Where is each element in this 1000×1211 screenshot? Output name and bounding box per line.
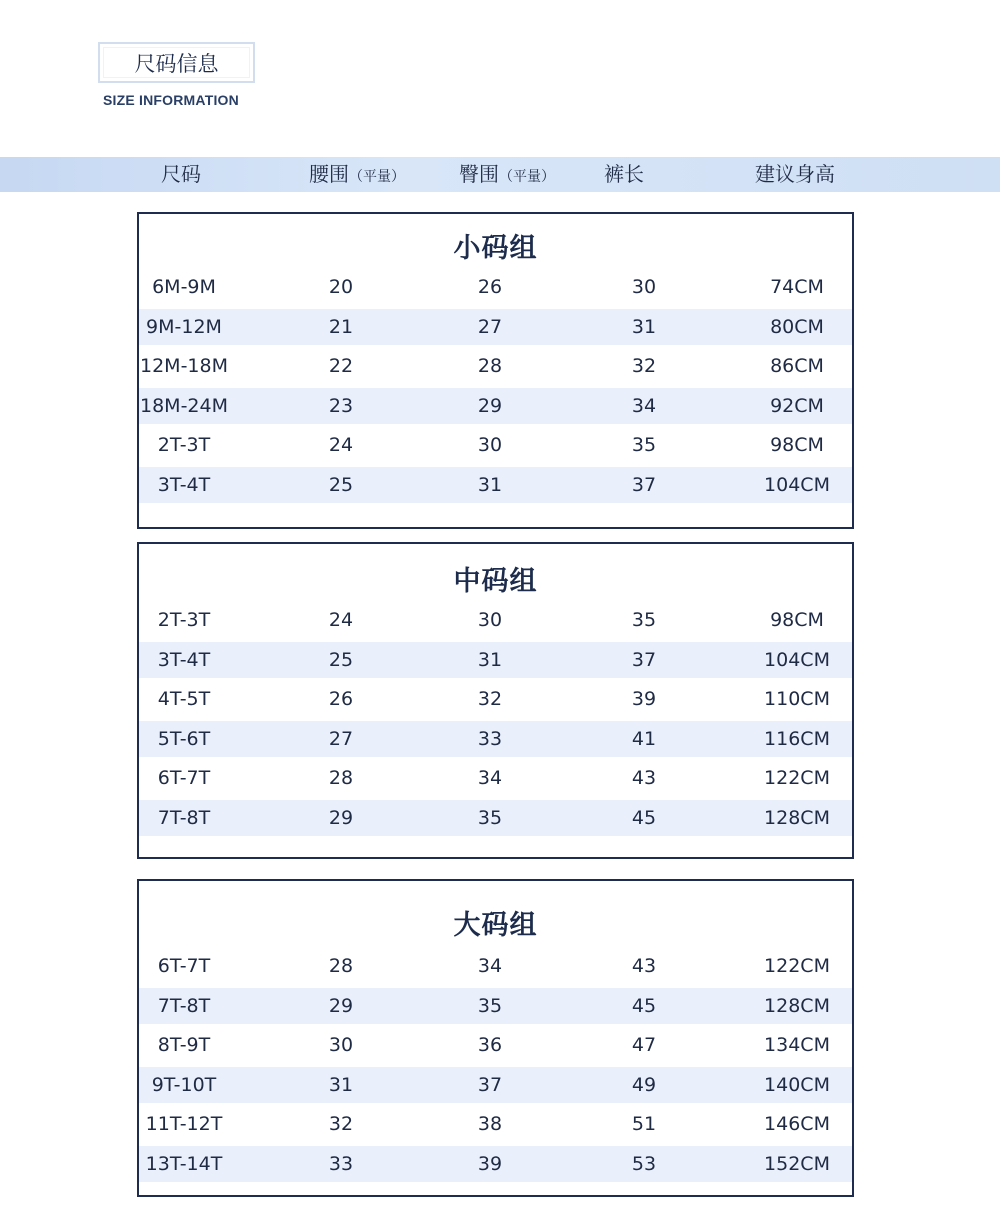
size-group-small bbox=[137, 212, 854, 529]
cell-size: 8T-9T bbox=[157, 1034, 211, 1056]
cell-height: 128CM bbox=[764, 995, 830, 1017]
header-hip-label: 臀围 bbox=[459, 162, 499, 186]
cell-hip: 33 bbox=[477, 728, 503, 750]
cell-size: 9M-12M bbox=[146, 316, 222, 338]
cell-hip: 39 bbox=[477, 1153, 503, 1175]
table-row bbox=[139, 1067, 852, 1103]
cell-size: 3T-4T bbox=[157, 649, 211, 671]
cell-height: 104CM bbox=[764, 649, 830, 671]
table-row bbox=[139, 602, 852, 638]
cell-hip: 29 bbox=[477, 395, 503, 417]
cell-height: 92CM bbox=[770, 395, 824, 417]
cell-waist: 27 bbox=[328, 728, 354, 750]
cell-hip: 30 bbox=[477, 609, 503, 631]
cell-height: 122CM bbox=[764, 955, 830, 977]
cell-hip: 35 bbox=[477, 995, 503, 1017]
cell-size: 6T-7T bbox=[157, 955, 211, 977]
cell-waist: 24 bbox=[328, 434, 354, 456]
cell-hip: 37 bbox=[477, 1074, 503, 1096]
cell-waist: 33 bbox=[328, 1153, 354, 1175]
group-title: 大码组 bbox=[453, 910, 538, 941]
cell-waist: 20 bbox=[328, 276, 354, 298]
cell-height: 80CM bbox=[770, 316, 824, 338]
cell-waist: 30 bbox=[328, 1034, 354, 1056]
header-waist-label: 腰围 bbox=[309, 162, 349, 186]
cell-hip: 26 bbox=[477, 276, 503, 298]
table-row bbox=[139, 348, 852, 384]
table-row bbox=[139, 467, 852, 503]
cell-waist: 32 bbox=[328, 1113, 354, 1135]
cell-size: 12M-18M bbox=[140, 355, 228, 377]
cell-length: 51 bbox=[631, 1113, 657, 1135]
table-row bbox=[139, 800, 852, 836]
cell-size: 6T-7T bbox=[157, 767, 211, 789]
cell-size: 2T-3T bbox=[157, 434, 211, 456]
cell-length: 32 bbox=[631, 355, 657, 377]
group-title: 中码组 bbox=[453, 566, 538, 597]
cell-waist: 25 bbox=[328, 649, 354, 671]
cell-size: 4T-5T bbox=[157, 688, 211, 710]
cell-length: 41 bbox=[631, 728, 657, 750]
cell-length: 45 bbox=[631, 807, 657, 829]
header-waist-note: （平量） bbox=[349, 169, 405, 185]
cell-length: 31 bbox=[631, 316, 657, 338]
cell-length: 34 bbox=[631, 395, 657, 417]
cell-waist: 31 bbox=[328, 1074, 354, 1096]
cell-height: 104CM bbox=[764, 474, 830, 496]
cell-size: 18M-24M bbox=[140, 395, 228, 417]
cell-height: 98CM bbox=[770, 434, 824, 456]
header-size-label: 尺码 bbox=[161, 162, 201, 186]
header-length-label: 裤长 bbox=[604, 162, 644, 186]
cell-size: 2T-3T bbox=[157, 609, 211, 631]
cell-length: 53 bbox=[631, 1153, 657, 1175]
cell-height: 128CM bbox=[764, 807, 830, 829]
size-group-large bbox=[137, 879, 854, 1197]
table-row bbox=[139, 269, 852, 305]
header-waist bbox=[309, 157, 405, 192]
cell-hip: 28 bbox=[477, 355, 503, 377]
group-title: 小码组 bbox=[453, 233, 538, 264]
table-row bbox=[139, 681, 852, 717]
cell-hip: 34 bbox=[477, 955, 503, 977]
header-height-label: 建议身高 bbox=[755, 162, 835, 186]
cell-hip: 31 bbox=[477, 649, 503, 671]
cell-waist: 23 bbox=[328, 395, 354, 417]
cell-height: 140CM bbox=[764, 1074, 830, 1096]
cell-hip: 38 bbox=[477, 1113, 503, 1135]
cell-length: 35 bbox=[631, 609, 657, 631]
cell-length: 43 bbox=[631, 955, 657, 977]
cell-size: 6M-9M bbox=[152, 276, 216, 298]
header-size bbox=[161, 157, 201, 192]
size-info-title-box bbox=[98, 42, 255, 83]
header-hip-note: （平量） bbox=[499, 169, 555, 185]
cell-height: 98CM bbox=[770, 609, 824, 631]
table-row bbox=[139, 388, 852, 424]
cell-height: 122CM bbox=[764, 767, 830, 789]
cell-waist: 28 bbox=[328, 955, 354, 977]
cell-length: 37 bbox=[631, 474, 657, 496]
table-row bbox=[139, 721, 852, 757]
header-hip bbox=[459, 157, 555, 192]
column-header-bar bbox=[0, 157, 1000, 192]
cell-hip: 30 bbox=[477, 434, 503, 456]
cell-size: 5T-6T bbox=[157, 728, 211, 750]
cell-length: 30 bbox=[631, 276, 657, 298]
cell-hip: 27 bbox=[477, 316, 503, 338]
table-row bbox=[139, 1106, 852, 1142]
cell-size: 9T-10T bbox=[151, 1074, 217, 1096]
cell-hip: 36 bbox=[477, 1034, 503, 1056]
cell-height: 74CM bbox=[770, 276, 824, 298]
cell-waist: 21 bbox=[328, 316, 354, 338]
cell-size: 11T-12T bbox=[145, 1113, 223, 1135]
cell-length: 45 bbox=[631, 995, 657, 1017]
cell-height: 134CM bbox=[764, 1034, 830, 1056]
size-info-title: 尺码信息 bbox=[103, 47, 250, 78]
header-length bbox=[604, 157, 644, 192]
cell-size: 3T-4T bbox=[157, 474, 211, 496]
size-group-medium bbox=[137, 542, 854, 859]
cell-hip: 34 bbox=[477, 767, 503, 789]
cell-waist: 28 bbox=[328, 767, 354, 789]
cell-size: 13T-14T bbox=[145, 1153, 223, 1175]
cell-height: 110CM bbox=[764, 688, 830, 710]
cell-height: 152CM bbox=[764, 1153, 830, 1175]
cell-length: 35 bbox=[631, 434, 657, 456]
table-row bbox=[139, 948, 852, 984]
cell-length: 49 bbox=[631, 1074, 657, 1096]
cell-waist: 22 bbox=[328, 355, 354, 377]
cell-length: 37 bbox=[631, 649, 657, 671]
cell-length: 43 bbox=[631, 767, 657, 789]
table-row bbox=[139, 427, 852, 463]
table-row bbox=[139, 988, 852, 1024]
cell-waist: 29 bbox=[328, 995, 354, 1017]
header-height bbox=[755, 157, 835, 192]
cell-waist: 24 bbox=[328, 609, 354, 631]
cell-length: 39 bbox=[631, 688, 657, 710]
cell-hip: 31 bbox=[477, 474, 503, 496]
cell-length: 47 bbox=[631, 1034, 657, 1056]
cell-size: 7T-8T bbox=[157, 807, 211, 829]
table-row bbox=[139, 1146, 852, 1182]
table-row bbox=[139, 642, 852, 678]
table-row bbox=[139, 760, 852, 796]
cell-height: 116CM bbox=[764, 728, 830, 750]
size-info-subtitle: SIZE INFORMATION bbox=[103, 92, 239, 108]
table-row bbox=[139, 309, 852, 345]
cell-waist: 29 bbox=[328, 807, 354, 829]
table-row bbox=[139, 1027, 852, 1063]
cell-hip: 35 bbox=[477, 807, 503, 829]
cell-height: 86CM bbox=[770, 355, 824, 377]
cell-height: 146CM bbox=[764, 1113, 830, 1135]
cell-waist: 25 bbox=[328, 474, 354, 496]
cell-waist: 26 bbox=[328, 688, 354, 710]
cell-hip: 32 bbox=[477, 688, 503, 710]
cell-size: 7T-8T bbox=[157, 995, 211, 1017]
